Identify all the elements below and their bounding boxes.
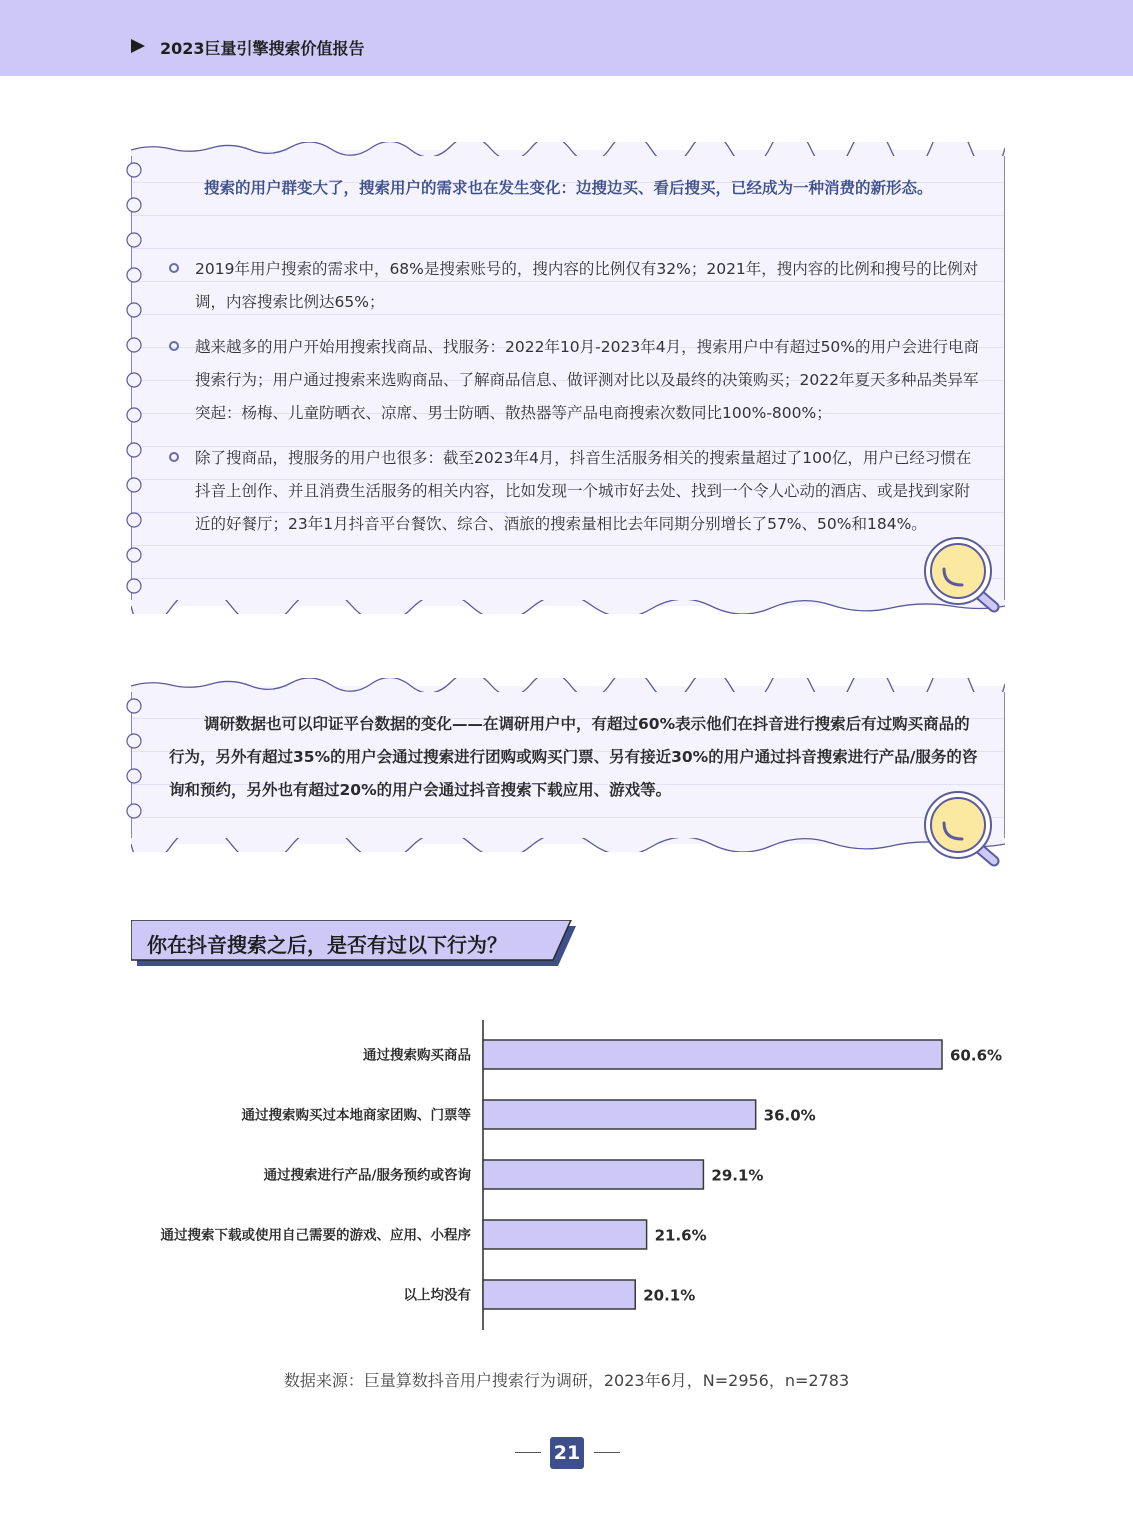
chart-bar (483, 1100, 756, 1129)
chart-category-label: 通过搜索购买商品 (363, 1047, 471, 1064)
chart-value-label: 21.6% (654, 1226, 707, 1245)
card2-text: 调研数据也可以印证平台数据的变化——在调研用户中，有超过60%表示他们在抖音进行搜索后有过购买商品的行为，另外有超过35%的用户会通过搜索进行团购或购买门票、另有接近30%的用户通过抖音搜索进行产品/服务的咨询和预约，另外也有超过20%的用户会通过抖音搜索下载应用、游戏等。 (169, 715, 978, 799)
chart-bar (483, 1040, 942, 1069)
torn-edge-bottom (131, 838, 1005, 852)
circle-bullet-icon (169, 341, 179, 351)
insight-card-1 (131, 150, 1005, 606)
page-number: 21 (550, 1437, 584, 1469)
section-title: 你在抖音搜索之后，是否有过以下行为？ (147, 933, 507, 957)
binder-rings (122, 694, 148, 834)
magnifier-icon (920, 533, 1004, 617)
circle-bullet-icon (169, 263, 179, 273)
torn-edge-top (131, 678, 1005, 692)
card1-lead: 搜索的用户群变大了，搜索用户的需求也在发生变化：边搜边买、看后搜买，已经成为一种消费的新形态。 (204, 179, 933, 197)
chart-category-label: 通过搜索下载或使用自己需要的游戏、应用、小程序 (160, 1227, 471, 1244)
chart-value-label: 60.6% (950, 1046, 1003, 1065)
chart-value-label: 36.0% (763, 1106, 816, 1125)
page-number-rule-right (594, 1452, 620, 1453)
circle-bullet-icon (169, 452, 179, 462)
data-source: 数据来源：巨量算数抖音用户搜索行为调研，2023年6月，N=2956，n=2783 (283, 1371, 850, 1390)
torn-edge-top (131, 142, 1005, 156)
chart-value-label: 29.1% (711, 1166, 764, 1185)
card1-bullet-2: 越来越多的用户开始用搜索找商品、找服务：2022年10月-2023年4月，搜索用户中有超过50%的用户会进行电商搜索行为；用户通过搜索来选购商品、了解商品信息、做评测对比以及最终的决策购买；2022年夏天多种品类异军突起：杨梅、儿童防晒衣、凉席、男士防晒、散热器等产品电商搜索次数同比100%-800%； (169, 331, 980, 430)
magnifier-icon (920, 787, 1004, 871)
page-header (0, 0, 1133, 76)
chart-bar (483, 1220, 647, 1249)
behavior-bar-chart (0, 1010, 1133, 1340)
page-number-rule-left (515, 1452, 541, 1453)
chart-value-label: 20.1% (643, 1286, 696, 1305)
chart-category-label: 以上均没有 (403, 1287, 471, 1304)
chart-category-label: 通过搜索购买过本地商家团购、门票等 (241, 1107, 471, 1124)
chart-bar (483, 1160, 703, 1189)
report-title: 2023巨量引擎搜索价值报告 (160, 39, 365, 58)
chart-bar (483, 1280, 635, 1309)
play-triangle-icon (131, 39, 145, 53)
chart-category-label: 通过搜索进行产品/服务预约或咨询 (263, 1167, 471, 1184)
binder-rings (122, 158, 148, 598)
torn-edge-bottom (131, 600, 1005, 614)
section-title-banner (131, 920, 576, 966)
card1-bullet-3: 除了搜商品，搜服务的用户也很多：截至2023年4月，抖音生活服务相关的搜索量超过了100亿，用户已经习惯在抖音上创作、并且消费生活服务的相关内容，比如发现一个城市好去处、找到一个令人心动的酒店、或是找到家附近的好餐厅；23年1月抖音平台餐饮、综合、酒旅的搜索量相比去年同期分别增长了57%、50%和184%。 (169, 442, 980, 541)
insight-card-2 (131, 686, 1005, 844)
card1-bullet-1: 2019年用户搜索的需求中，68%是搜索账号的，搜内容的比例仅有32%；2021年，搜内容的比例和搜号的比例对调，内容搜索比例达65%； (169, 253, 980, 319)
